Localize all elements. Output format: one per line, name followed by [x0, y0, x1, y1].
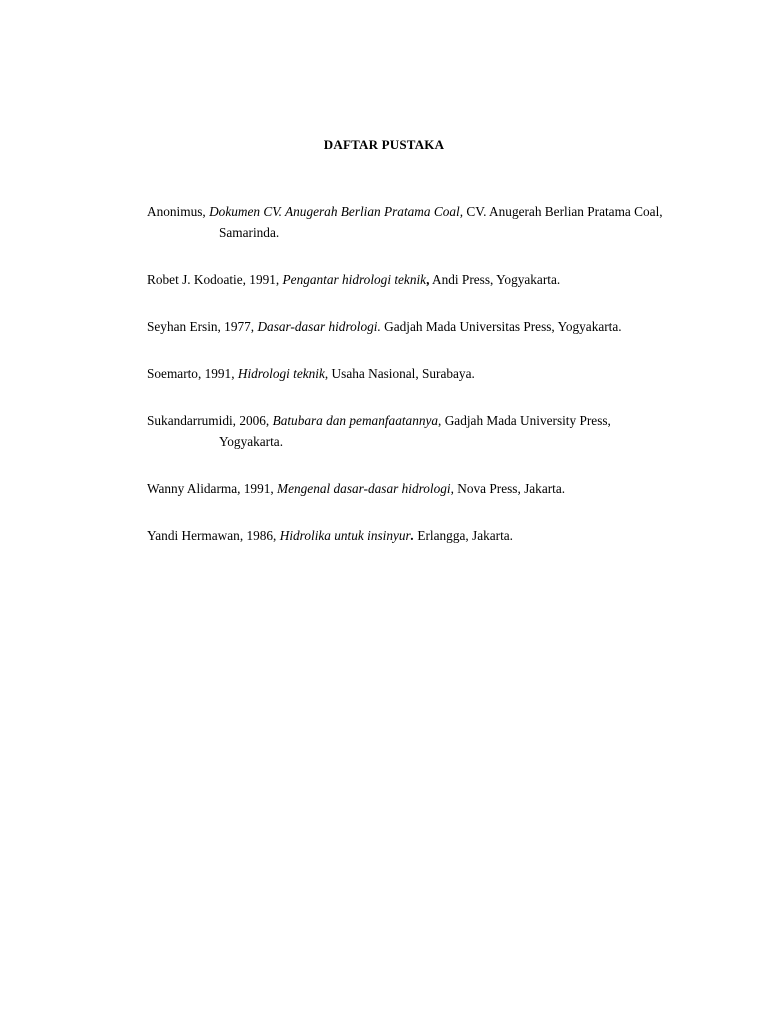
reference-item [147, 525, 667, 546]
reference-publisher: Gadjah Mada Universitas Press, Yogyakarta. [380, 319, 622, 334]
reference-list [147, 201, 667, 572]
reference-item [147, 478, 667, 499]
reference-title: Batubara dan pemanfaatannya [272, 413, 439, 428]
reference-title: Dasar-dasar hidrologi. [257, 319, 381, 334]
reference-author-year: Anonimus, [147, 204, 210, 219]
reference-author-year: Seyhan Ersin, 1977, [147, 319, 258, 334]
reference-publisher: , Usaha Nasional, Surabaya. [324, 366, 475, 381]
reference-author-year: Robet J. Kodoatie, 1991, [147, 272, 283, 287]
reference-title: Mengenal dasar-dasar hidrologi [277, 481, 451, 496]
reference-item [147, 201, 667, 243]
reference-title-text: Hidrolika untuk insinyur [279, 528, 411, 543]
reference-title [280, 528, 414, 543]
reference-publisher: Erlangga, Jakarta. [414, 528, 513, 543]
page-title: DAFTAR PUSTAKA [323, 137, 445, 152]
reference-separator: . [410, 528, 415, 543]
reference-title: Pengantar hidrologi teknik [282, 272, 427, 287]
reference-publisher: , Nova Press, Jakarta. [450, 481, 566, 496]
reference-item [147, 269, 667, 290]
reference-author-year: Wanny Alidarma, 1991, [147, 481, 278, 496]
reference-item [147, 410, 667, 452]
reference-publisher: CV. Anugerah Berlian Pratama Coal, Samarinda. [219, 204, 663, 240]
reference-publisher: , Gadjah Mada University Press, Yogyakarta. [219, 413, 611, 449]
reference-author-year: Yandi Hermawan, 1986, [147, 528, 280, 543]
reference-item [147, 316, 667, 337]
reference-author-year: Sukandarrumidi, 2006, [147, 413, 273, 428]
reference-title: Hidrologi teknik [237, 366, 325, 381]
reference-separator: , [426, 272, 430, 287]
reference-item [147, 363, 667, 384]
reference-publisher: Andi Press, Yogyakarta. [429, 272, 561, 287]
reference-author-year: Soemarto, 1991, [147, 366, 238, 381]
reference-title: Dokumen CV. Anugerah Berlian Pratama Coal, [209, 204, 464, 219]
